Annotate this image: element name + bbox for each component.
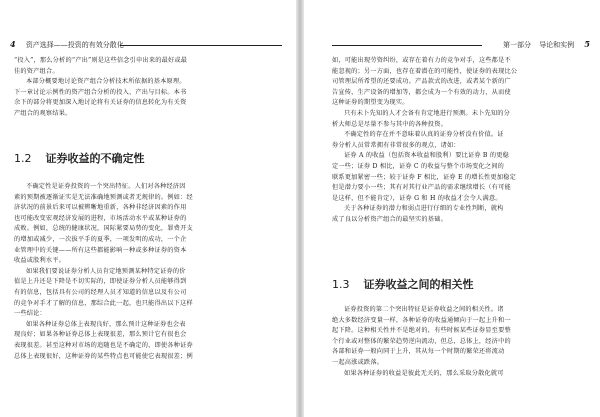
left-section-heading (14, 150, 145, 166)
text-line: 济状况的前景后来可以被辨晰地重新，各种非经济因素的作用 (14, 204, 187, 212)
text-line: 关于各种证券的潜力和弱点进行仔细的专业性判断，就构 (344, 205, 504, 213)
left-header-title: 资产选择——投资的有效分散化 (25, 41, 124, 49)
right-page (304, 0, 600, 417)
right-header-title: 导论和实例 (539, 41, 575, 49)
text-line: 如，可能出现劳资纠纷，或存在着有力的竞争对手，这些都是不 (332, 57, 511, 64)
text-line: 但是潜力要小一些；其有对其行业产品的需求继续增长（有可能 (332, 184, 511, 192)
left-header-rule (120, 45, 282, 46)
text-line: 本部分概要地讨论资产组合分析技术所依据的基本原理。 (26, 78, 186, 86)
text-line: 下一章讨论示例性的资产组合分析的投入、产出与目标。本书 (14, 88, 187, 96)
book-gutter (296, 0, 304, 417)
text-line: 如果我们要说证券分析人员肯定地预测某种特定证券的价 (26, 267, 186, 275)
text-line: 析大师总是尽量不参与其中的各种投资。 (332, 120, 447, 128)
text-line: 告宣传，生产设备的增加等，都会成为一个有效的动力，从而使 (332, 88, 511, 96)
text-line: 余下的部分将更加深入地讨论将有关证券的信息转化为有关资 (14, 99, 187, 107)
text-line: 券分析人员常常拥有非常很多的观点，诸如： (332, 141, 460, 149)
text-line: 司管理层所希望的还要成功。产品款式的改进，或者某个新的广 (332, 78, 511, 86)
text-line: 一起高涨或跌落。 (332, 358, 384, 366)
text-line: 的增加或减少，一次拔平手的夏季，一项发明的成功，一个企 (14, 235, 187, 243)
text-line: 只有未卜先知的人才会备有肯定地进行预测。未卜先知的分 (344, 109, 511, 117)
text-line: 的竞争对手才了解的信息，那综合此一起，也只能得出以下这样 (14, 299, 193, 307)
left-top-paragraphs (14, 56, 280, 120)
text-line: 这种证券的期望变为现实。 (332, 99, 409, 107)
text-line: 不确定性是证券投资的一个突出特征。人们对各种经济因 (26, 183, 186, 190)
left-page-number: 4 (10, 39, 16, 49)
left-page-header (10, 38, 280, 50)
text-line: 素的预期被逐渐证实是无法准确地预测或者无规律的。例如：经 (14, 193, 193, 201)
left-page (0, 0, 296, 417)
right-page-header (332, 38, 590, 50)
text-line: 成败。例如，总统的健康状况，国际紧要局势的变化，罪费开支 (14, 225, 193, 233)
text-line: 佳的资产组合。 (14, 67, 59, 75)
text-line: 证券投资的第二个突出特征是证券收益之间的相关性。诸 (344, 306, 504, 313)
text-line: 起下降。这种相关性并不是绝对的，有些时候某些证券显至要整 (332, 327, 511, 335)
text-line: 联系更加紧密一些；较于证券 F 相比，证券 E 的增长性更加稳定 (332, 173, 516, 181)
right-header-part: 第一部分 (502, 41, 531, 49)
text-line: 各部和证券一般向同于上升，其从每一个时期的繁荣还将流动 (332, 348, 505, 356)
text-line: 证券 A 的收益（包括资本收益和股利）要比证券 B 的更稳 (344, 152, 509, 160)
text-line: 值是上升还是下降是不切实际的，即使证券分析人员能够得到 (14, 278, 187, 286)
section-number: 1.2 (14, 152, 32, 165)
text-line: 成了良以分析资产组合的最坚实的基础。 (332, 215, 447, 223)
right-section-heading (332, 276, 474, 292)
text-line: 如果各种证券总体上表现良好，那么预计这种证券也会表 (26, 320, 186, 328)
text-line: 如果各种证券的收益是彼此无关的，那么采取分散化就可 (344, 369, 504, 377)
text-line: 能忽视的；另一方面，也存在着潜在的可能性，使证券的表现比公 (332, 67, 518, 75)
section-number: 1.3 (332, 278, 350, 291)
right-page-number: 5 (584, 39, 590, 49)
text-line: 收益或股利水平。 (14, 257, 66, 265)
right-top-paragraphs (332, 56, 590, 226)
section-title: 证券收益的不确定性 (45, 152, 145, 165)
text-line: 有的信息，包括具有公司的经理人员才知道的信息以及有公司 (14, 288, 187, 296)
text-line: 是这样，但不能肯定），证券 G 和 H 的收益才会令人满意。 (332, 194, 502, 202)
text-line: 也可能改变宏观经济发展的进程，市场活动水平或某种证券的 (14, 214, 187, 222)
section-title: 证券收益之间的相关性 (363, 278, 474, 291)
text-line: 个行业或对整体的繁荣趋势逆向流动，但总，总体上，经济中的 (332, 337, 511, 345)
right-bottom-paragraphs (332, 305, 590, 379)
text-line: 总体上表现很好，这种证券的某些特点也可能使它表现很差；例 (14, 352, 193, 360)
text-line: 现良好；如果各种证券总体上表现很差，那么预计它有很也会 (14, 331, 187, 339)
text-line: 一些结论： (14, 310, 46, 318)
text-line: 不确定性的存在并不意味着认真的证券分析没有价值。证 (344, 131, 504, 139)
text-line: 产组合的观察结果。 (14, 109, 72, 117)
text-line: 定一些；证券 D 相比，证券 C 的收益与整个市场变化之间的 (332, 162, 505, 170)
text-line: 绝大多数经济变量一样，各种证券的收益通倾向于一起上升和一 (332, 316, 511, 324)
text-line: 表现很差。甚至这种对市场的追随也是不确定的，即使各种证券 (14, 341, 193, 349)
text-line: 业管理中的关键——所有这些都能影响一种或多种证券的资本 (14, 246, 187, 254)
left-bottom-paragraphs (14, 182, 280, 362)
text-line: “投入”，那么分析的“产出”则是这些信念引申出来的最好或最 (14, 57, 188, 64)
